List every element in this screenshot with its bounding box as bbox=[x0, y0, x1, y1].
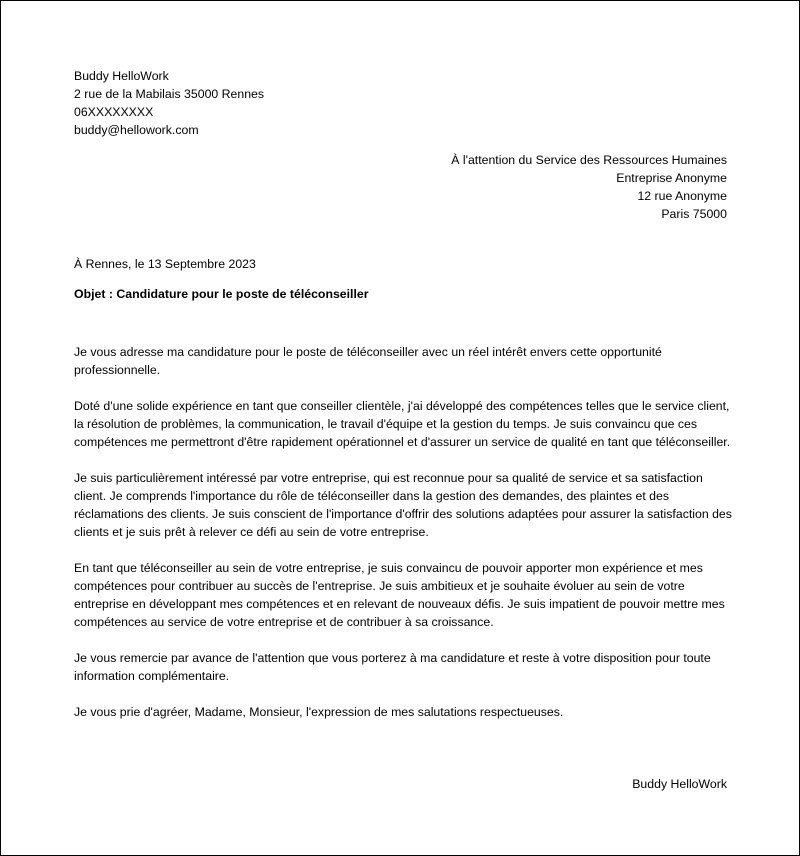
date-line: À Rennes, le 13 Septembre 2023 bbox=[74, 257, 256, 271]
subject-line: Objet : Candidature pour le poste de téléconseiller bbox=[74, 287, 369, 301]
letter-body bbox=[74, 343, 734, 739]
recipient-block bbox=[451, 151, 727, 223]
paragraph: Je vous prie d'agréer, Madame, Monsieur, l'expression de mes salutations respectueuses. bbox=[74, 705, 564, 719]
sender-phone: 06XXXXXXXX bbox=[74, 105, 154, 119]
recipient-attention: À l'attention du Service des Ressources Humaines bbox=[451, 153, 727, 167]
sender-address: 2 rue de la Mabilais 35000 Rennes bbox=[74, 87, 265, 101]
paragraph: Je suis particulièrement intéressé par votre entreprise, qui est reconnue pour sa qualité de service et sa satisfaction client. Je comprends l'importance du rôle de téléconseiller dans la gestion des demandes, des plaintes et des réclamations des clients. Je suis conscient de l'importance d'offrir des solutions adaptées pour assurer la satisfaction des clients et je suis prêt à relever ce défi au sein de votre entreprise. bbox=[74, 471, 732, 539]
paragraph: Je vous remercie par avance de l'attention que vous porterez à ma candidature et reste à votre disposition pour toute information complémentaire. bbox=[74, 651, 711, 683]
recipient-company: Entreprise Anonyme bbox=[616, 171, 727, 185]
paragraph: En tant que téléconseiller au sein de votre entreprise, je suis convaincu de pouvoir apporter mon expérience et mes compétences pour contribuer au succès de l'entreprise. Je suis ambitieux et je souhaite évoluer au sein de votre entreprise en développant mes compétences et en relevant de nouveaux défis. Je suis impatient de pouvoir mettre mes compétences au service de votre entreprise et de contribuer à sa croissance. bbox=[74, 561, 725, 629]
paragraph: Je vous adresse ma candidature pour le poste de téléconseiller avec un réel intérêt envers cette opportunité professionnelle. bbox=[74, 345, 662, 377]
sender-name: Buddy HelloWork bbox=[74, 69, 169, 83]
sender-block bbox=[74, 67, 264, 139]
recipient-city: Paris 75000 bbox=[661, 207, 727, 221]
recipient-street: 12 rue Anonyme bbox=[637, 189, 727, 203]
paragraph: Doté d'une solide expérience en tant que conseiller clientèle, j'ai développé des compétences telles que le service client, la résolution de problèmes, la communication, le travail d'équipe et la gestion du temps. Je suis convaincu que ces compétences me permettront d'être rapidement opérationnel et d'assurer un service de qualité en tant que téléconseiller. bbox=[74, 399, 731, 449]
sender-email: buddy@hellowork.com bbox=[74, 123, 199, 137]
signature: Buddy HelloWork bbox=[632, 777, 727, 791]
